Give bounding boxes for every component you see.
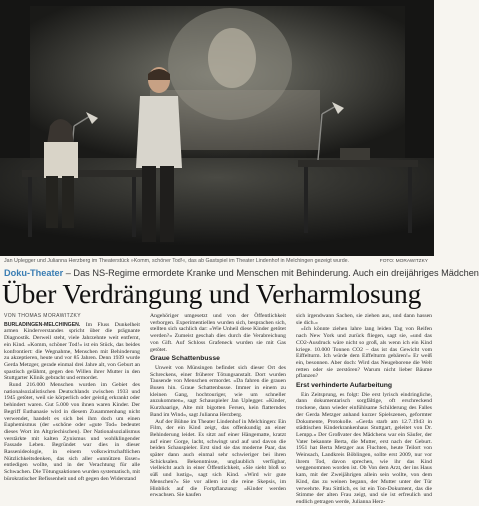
paragraph: Angehöriger umgesetzt und von der Öffentlichkeit verborgen. Experimentiellen wurden sich, besprachen sich, stellten sich sachlich dar: »Wie Unheil diese Kinder getötet werden?« Zumeist geschah dies durch die Verabreichung von Gift. Auf Schloss Grafeneck wurden sie mit Gas getötet. [150, 313, 286, 353]
paragraph: sich irgendwann Sachen, sie ziehen aus, und dann hassen sie dich.« [296, 313, 432, 326]
subheading: Graue Schattenbusse [150, 355, 220, 363]
paragraph: Rund 216.000 Menschen wurden im Gebiet des nationalsozialistischen Deutschlands zwischen 1933 und 1945 getötet, weil sie körperlich oder geistig erkrankt oder behindert waren. Gut 5.000 von ihnen waren Kinder. Der Begriff Euthanasie wird in diesem Zusammenhang nicht verwendet, handelt es sich bei ihm doch um einen Euphemismus (der »schöne oder »gute Tod« bedeutet dieses Wort im Altgriechischen). Der Nationalsozialismus verstärkte mit kalten Zynismus und wohlklingender Fassade Leben. Begründet war dies in dieser Rassenideologie, in einem volkswirtschaftlichen Nützlichkeitsdenken, das sich aller »unnützen Esser« entledigen wollte, und in der Verachtung für alle Schwachen. Die Tötungsaktionen wurden systematisch, mit bürokratischer Befissenheit und oft gegen den Widerstand [4, 382, 140, 482]
dateline: BURLADINGEN-MELCHINGEN. [4, 321, 81, 328]
kicker-text: – Das NS-Regime ermordete Kranke und Menschen mit Behinderung. Auch ein dreijähriges Mädchen [63, 268, 479, 278]
article-photo [0, 0, 434, 256]
paragraph: BURLADINGEN-MELCHINGEN. Im Fluss Dunkelheit armen Kinderverstandes spricht über die prägnante Diagnostik. Derweil steht, viele Jahrzehnte weit entfernt, ein Kind. »Komm, schöner Tod!« ist ein Stück, das beides konfrontiert: die Wegnahme, Menschen mit Behinderung zu akzeptieren, heute und vor 85 Jahren. Denn 1939 wurde Gerda Metzger, gerade einmal drei Jahre alt, von Geburt an spastisch gelähmt, gegen den Willen ihrer Mutter in den Stuttgarter Klinik gebracht und ermordet. [4, 321, 140, 382]
article-column-1 [4, 313, 140, 483]
photo-credit: FOTO: MORAWITZKY [379, 259, 428, 264]
paragraph: Auf der Bühne im Theater Lindenhof in Melchingen: Ein Film, der ein Kind zeigt, das offenkundig an einer Behinderung leidet. Es sitzt auf einer Hängematte, kratzt auf einer Gorge, lacht, schwingt und auf und davon die beiden Schauspieler. Erst sind sie das moderne Paar, das später dann auch einmal sehr schwieriger bei ihren Schicksalen. Bekenntnisse, unglaublich verfügbar, vielleicht auch in einer Öffentlichkeit, »Sie sieht bloß so süß und lustig«, sagt sich Kind. »Wird wir gute Menschen?« Sie vor allem ist die reine Skepsis, im Hinblick auf die Fortpflanzung: »Kinder werden erwachsen. Sie kaufen [150, 418, 286, 499]
headline: Über Verdrängung und Verharmlosung [2, 278, 422, 309]
subheading: Erst verhinderte Aufarbeitung [296, 382, 393, 390]
paragraph: Unweit von Münsingen befindet sich dieser Ort des Schreckens, einer früherer Tötungsanstalt. Dort wurden Tausende von Menschen ermordet. »Da fahren die grauen Busen hin. Graue Schattenbusse. Immer in einem zu kleinen Gang, hochtouriger, wie um schneller anzukommen«, sagt Schauspieler Jan Uplegger. »Kinder, Kurzhaarige, Alte mit bigotten Fersen, kein flatterndes Band im Wind«, sagt Julianna Herzberg. [150, 364, 286, 418]
article-body [4, 313, 432, 505]
caption-text: Jan Uplegger und Julianna Herzberg im Theaterstück »Komm, schöner Tod!«, das ab Gastspiel im Theater Lindenhof in Melchingen gezeigt wurde. [4, 258, 350, 264]
paragraph: Ein Zeitsprung, es folgt: Die erst lyrisch eindringliche, dann dokumentarisch sorgfältige, oft erschreckend trockene, dann wieder einfühlsame Schilderung des Falles der Gerda Metzger anhand kurzer Spielszenen, geformter Dokumente, Protokolle. »Gerda starb am 12.7.1943 in städtischen Kinderkrankenhaus Stuttgart, geleitet von Dr. Lempp.« Der Großvater des Mädchens war ein Säufer, der Vater bekannte Berta, die Mutter, erst nach der Geburt. 1951 hat Berta Metzger aus Fluchten, heute Teilort von Weinsach, Landkreis Böblingen, sollte erst 2009, nur vor ihrem Tod, davon sprechen, wie ihr das Kind weggenommen worden ist. Ob Von dem Arzt, der ins Haus kam, mit der Zweijährigen allein sein wollte, von dem Kind, das zu weinen begann, der Mutter unter der Tür verwehrte. Pau Sittlich, es ist ein Ton-Dokument, das die Stimme der alten Frau zeigt, und sie ist erfreulich und endlich getragen werde, Julianna Herz- [296, 391, 432, 505]
stage-scene-illustration [0, 0, 434, 256]
kicker-label: Doku-Theater [4, 268, 64, 278]
article-column-2 [150, 313, 286, 499]
article-column-3 [296, 313, 432, 506]
photo-caption [4, 258, 434, 265]
byline: VON THOMAS MORAWITZKY [4, 313, 82, 319]
paragraph: »Ich könnte ziehen lahre lang leiden Tag von Reifen nach New York und zurück fliegen, sagt sie, »und das CO2-Ausdruck wäre nicht so groß, als wenn ich ein Kind kriege. 10.000 Tonnen CO2 – das ist das Gewicht vom Eiffelturm. Ich würde dem Eiffelturm gebären!« Er weiß ein, besonnen. Aber doch: Wird das Neugeborene die Welt retten oder sie zerstören? Warum nicht lieber Bäume pflanzen? [296, 326, 432, 380]
